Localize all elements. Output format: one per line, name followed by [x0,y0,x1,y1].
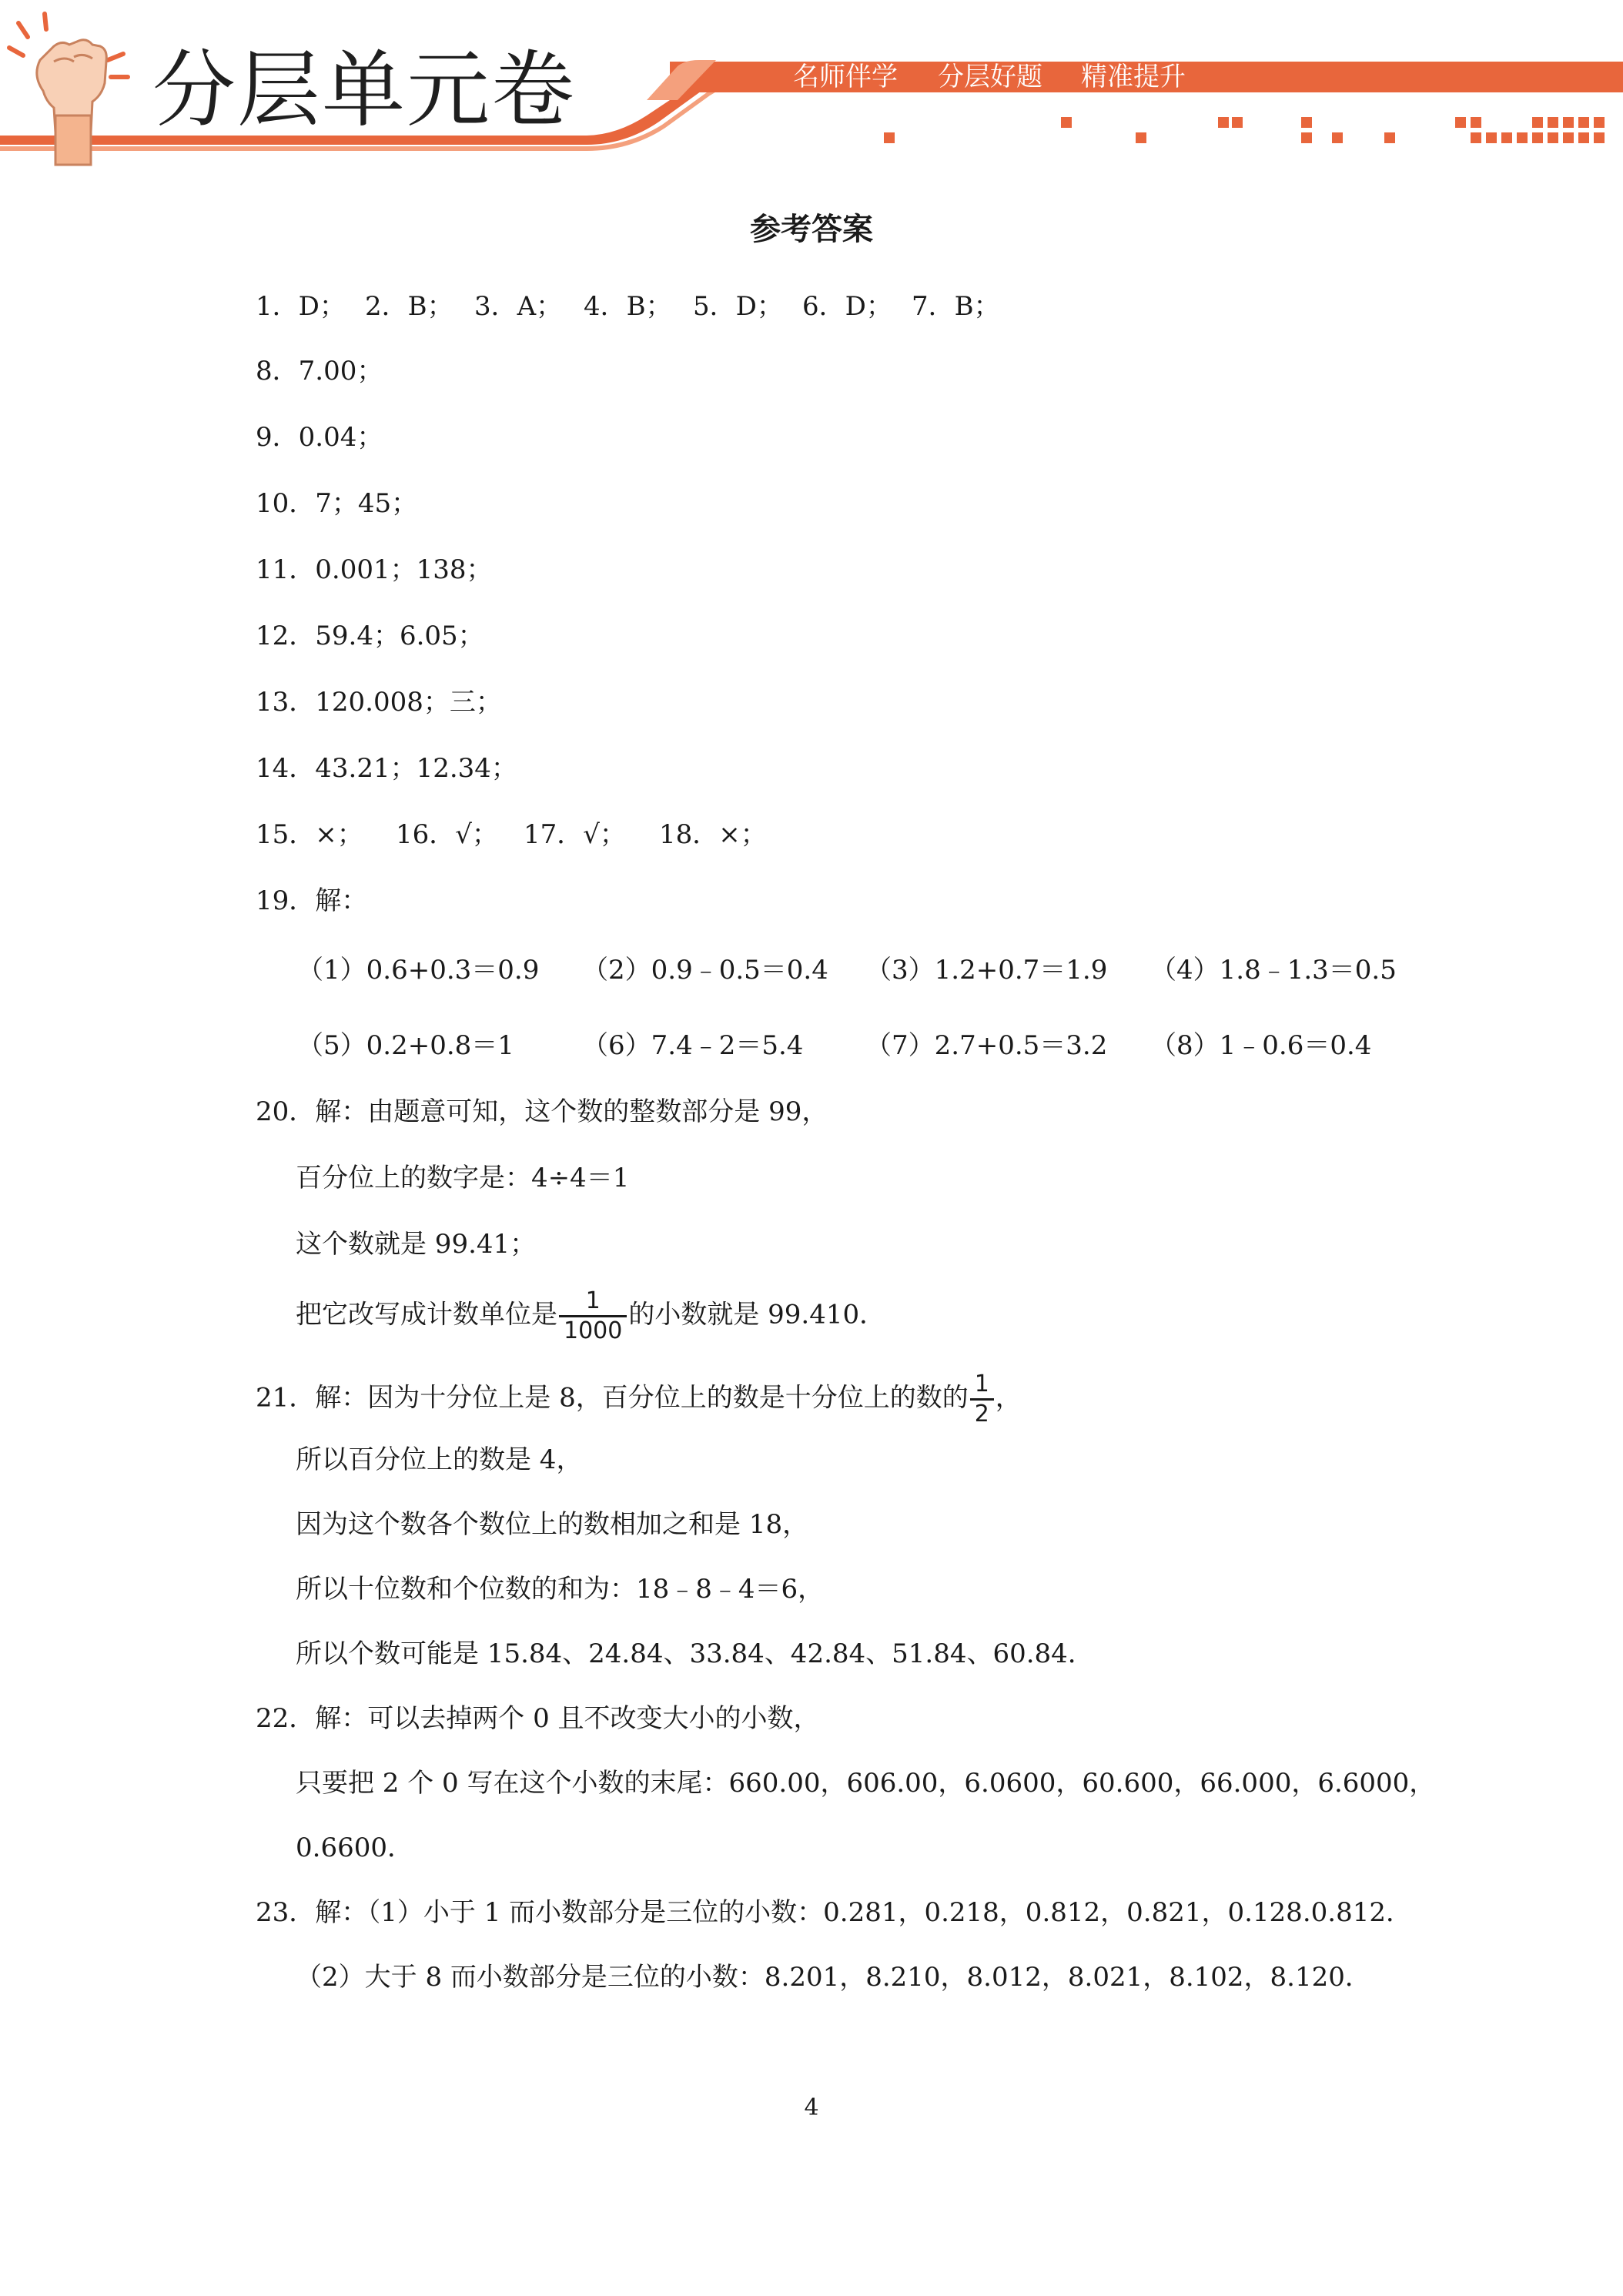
answer-q1: 1．D； [256,291,346,322]
fraction-numerator: 1 [585,1287,601,1314]
answer-q2: 2．B； [365,291,453,322]
q19-item-5: （5）0.2+0.8＝1 [297,1030,514,1061]
answer-q23-line2: （2）大于 8 而小数部分是三位的小数：8.201，8.210，8.012，8.021，8.102，8.120． [296,1962,1371,1993]
answer-q16: 16．√； [396,819,498,850]
tagline-3: 精准提升 [1081,62,1186,92]
answer-q7: 7．B； [912,291,1000,322]
tagline-2: 分层好题 [938,62,1042,92]
q21-line1-suffix: ， [995,1382,1022,1414]
q20-line4-prefix: 把它改写成计数单位是 [296,1299,557,1330]
answer-q20-line2: 百分位上的数字是：4÷4＝1 [296,1163,630,1193]
answer-q10: 10．7；45； [256,488,418,519]
answer-q21-line2: 所以百分位上的数是 4， [296,1444,583,1475]
fraction-1-2 [970,1371,994,1428]
q19-item-1: （1）0.6+0.3＝0.9 [297,955,540,986]
answer-q8: 8．7.00； [256,356,383,387]
answer-q23-line1: 23．解：（1）小于 1 而小数部分是三位的小数：0.281，0.218，0.812，0.821，0.128.0.812． [256,1897,1412,1928]
fraction-1-1000 [559,1287,627,1345]
answer-q3: 3．A； [474,291,563,322]
tagline-1: 名师伴学 [793,62,898,92]
answer-q15: 15．×； [256,819,363,850]
q19-item-6: （6）7.4﹣2＝5.4 [582,1030,804,1061]
answer-q9: 9．0.04； [256,422,383,453]
q19-item-4: （4）1.8﹣1.3＝0.5 [1150,955,1397,986]
answer-q12: 12．59.4；6.05； [256,621,484,651]
answer-q22-line3: 0.6600． [296,1832,413,1863]
q21-line1-prefix: 21．解：因为十分位上是 8，百分位上的数是十分位上的数的 [256,1382,969,1414]
q19-item-8: （8）1﹣0.6＝0.4 [1150,1030,1372,1061]
answer-q17: 17．√； [524,819,626,850]
answer-q21-line1 [256,1371,1022,1428]
answer-q20-line4 [296,1287,885,1345]
answer-q20-line3: 这个数就是 99.41； [296,1229,537,1260]
answer-q18: 18．×； [659,819,767,850]
answer-q5: 5．D； [693,291,783,322]
page-number: 4 [804,2094,819,2121]
answer-q11: 11．0.001；138； [256,554,493,585]
decorative-squares [884,117,1605,143]
answer-q21-line5: 所以个数可能是 15.84、24.84、33.84、42.84、51.84、60.84． [296,1638,1094,1669]
answer-q22-line1: 22．解：可以去掉两个 0 且不改变大小的小数， [256,1703,820,1734]
answer-q22-line2: 只要把 2 个 0 写在这个小数的末尾：660.00，606.00，6.0600，60.600，66.000，6.6000， [296,1768,1436,1799]
q19-item-7: （7）2.7+0.5＝3.2 [865,1030,1108,1061]
answer-q21-line4: 所以十位数和个位数的和为：18﹣8﹣4＝6， [296,1574,825,1605]
fraction-denominator: 1000 [559,1315,627,1345]
q19-item-2: （2）0.9﹣0.5＝0.4 [582,955,828,986]
brand-title: 分层单元卷 [152,42,577,139]
answer-q6: 6．D； [802,291,892,322]
page-title: 参考答案 [750,211,873,247]
answer-q19-head: 19．解： [256,885,368,916]
fraction-denominator: 2 [970,1398,994,1428]
answer-q14: 14．43.21；12.34； [256,753,517,784]
page-header [0,0,1623,169]
answer-q13: 13．120.008；三； [256,687,502,718]
answer-q4: 4．B； [584,291,672,322]
answer-q21-line3: 因为这个数各个数位上的数相加之和是 18， [296,1509,809,1540]
fraction-numerator: 1 [974,1371,989,1397]
q20-line4-suffix: 的小数就是 99.410． [628,1299,886,1330]
q19-item-3: （3）1.2+0.7＝1.9 [865,955,1108,986]
answer-q20-line1: 20．解：由题意可知，这个数的整数部分是 99， [256,1096,828,1127]
